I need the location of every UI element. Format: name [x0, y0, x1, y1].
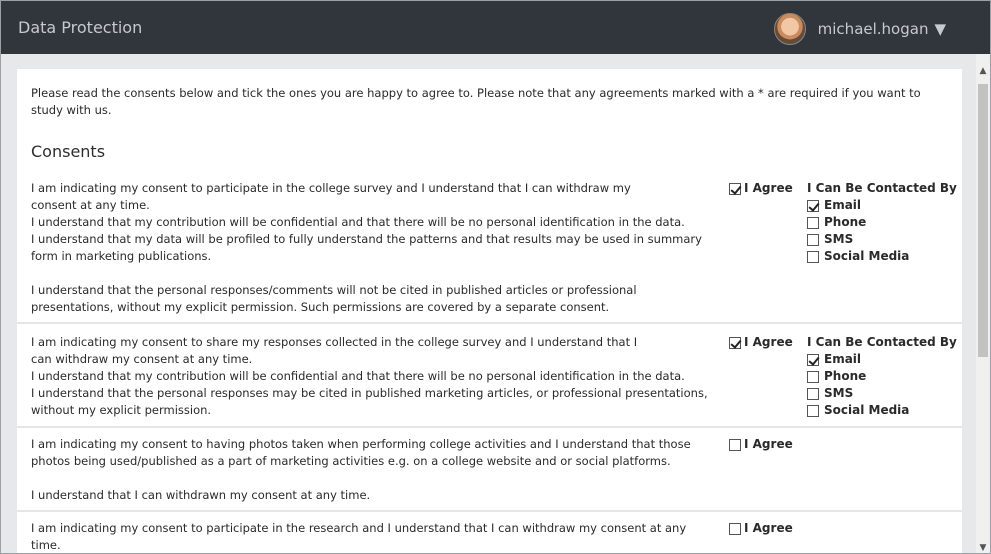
consent-line: I am indicating my consent to share my responses collected in the college survey and I understand that I can withdraw my consent at any time. [31, 335, 638, 366]
checkbox-icon[interactable] [807, 251, 819, 263]
agree-checkbox[interactable] [729, 436, 793, 453]
consent-line: I am indicating my consent to participate in the college survey and I understand that I can withdraw my consent at any time. [31, 181, 631, 212]
consent-row [17, 180, 962, 324]
checkbox-icon[interactable] [807, 234, 819, 246]
consent-line: I understand that the personal responses/comments will not be cited in published articles or professional presentations, without my explicit permission. Such permissions are covered by a separate consent. [31, 283, 637, 314]
contact-heading: I Can Be Contacted By [807, 181, 957, 195]
agree-label: I Agree [744, 521, 793, 535]
contact-option-label: SMS [824, 232, 854, 246]
section-title: Consents [31, 142, 106, 161]
checkbox-icon[interactable] [807, 388, 819, 400]
consent-line: I am indicating my consent to having photos taken when performing college activities and I understand that those photos being used/published as a part of marketing activities e.g. on a college website and or social platforms. [31, 437, 691, 468]
consent-line: I understand that my contribution will be confidential and that there will be no personal identification in the data. [31, 369, 685, 383]
checkbox-checked-icon[interactable] [729, 337, 741, 349]
contact-option-phone[interactable] [807, 368, 957, 385]
checkbox-checked-icon[interactable] [807, 354, 819, 366]
avatar[interactable] [774, 13, 806, 45]
agree-checkbox[interactable] [729, 334, 793, 351]
content-area [1, 54, 976, 554]
scroll-down-arrow-icon[interactable]: ▼ [979, 543, 987, 553]
consents-card [17, 69, 962, 554]
contact-option-sms[interactable] [807, 231, 957, 248]
checkbox-icon[interactable] [729, 523, 741, 535]
contact-option-label: Phone [824, 215, 867, 229]
contact-preferences [807, 334, 957, 419]
consent-row [17, 436, 962, 512]
contact-option-social-media[interactable] [807, 402, 957, 419]
contact-heading: I Can Be Contacted By [807, 335, 957, 349]
checkbox-checked-icon[interactable] [729, 183, 741, 195]
agree-label: I Agree [744, 181, 793, 195]
consent-text [31, 436, 711, 504]
contact-option-email[interactable] [807, 197, 957, 214]
agree-checkbox[interactable] [729, 180, 793, 197]
consent-line: I understand that the personal responses may be cited in published marketing articles, or professional presentations, without my explicit permission. [31, 386, 708, 417]
top-bar [1, 1, 990, 54]
contact-option-label: Email [824, 198, 862, 212]
checkbox-icon[interactable] [807, 217, 819, 229]
consent-line: I understand that my data will be profiled to fully understand the patterns and that results may be used in summary form in marketing publications. [31, 232, 702, 263]
page-title: Data Protection [18, 18, 143, 37]
chevron-down-icon[interactable]: ▼ [934, 20, 946, 38]
contact-option-label: Phone [824, 369, 867, 383]
vertical-scrollbar[interactable] [976, 54, 990, 554]
scroll-up-arrow-icon[interactable]: ▲ [979, 66, 987, 76]
consent-row [17, 520, 962, 554]
contact-option-social-media[interactable] [807, 248, 957, 265]
consent-text [31, 334, 711, 419]
consent-text [31, 180, 711, 316]
user-menu[interactable] [774, 13, 946, 45]
contact-option-phone[interactable] [807, 214, 957, 231]
consent-text [31, 520, 711, 554]
scrollbar-thumb[interactable] [978, 84, 988, 357]
contact-option-sms[interactable] [807, 385, 957, 402]
contact-option-email[interactable] [807, 351, 957, 368]
consent-line: I am indicating my consent to participate in the research and I understand that I can withdraw my consent at any time. [31, 521, 687, 552]
checkbox-icon[interactable] [807, 405, 819, 417]
agree-label: I Agree [744, 335, 793, 349]
username-label[interactable]: michael.hogan [817, 20, 929, 38]
consent-row [17, 334, 962, 428]
contact-option-label: Email [824, 352, 862, 366]
agree-checkbox[interactable] [729, 520, 793, 537]
consent-line: I understand that my contribution will be confidential and that there will be no personal identification in the data. [31, 215, 685, 229]
checkbox-icon[interactable] [807, 371, 819, 383]
checkbox-checked-icon[interactable] [807, 200, 819, 212]
contact-preferences [807, 180, 957, 265]
contact-option-label: Social Media [824, 403, 910, 417]
consent-line: I understand that I can withdrawn my consent at any time. [31, 488, 371, 502]
contact-option-label: Social Media [824, 249, 910, 263]
agree-label: I Agree [744, 437, 793, 451]
contact-option-label: SMS [824, 386, 854, 400]
checkbox-icon[interactable] [729, 439, 741, 451]
intro-text: Please read the consents below and tick the ones you are happy to agree to. Please note that any agreements marked with a * are required if you want to study with us. [31, 86, 921, 117]
